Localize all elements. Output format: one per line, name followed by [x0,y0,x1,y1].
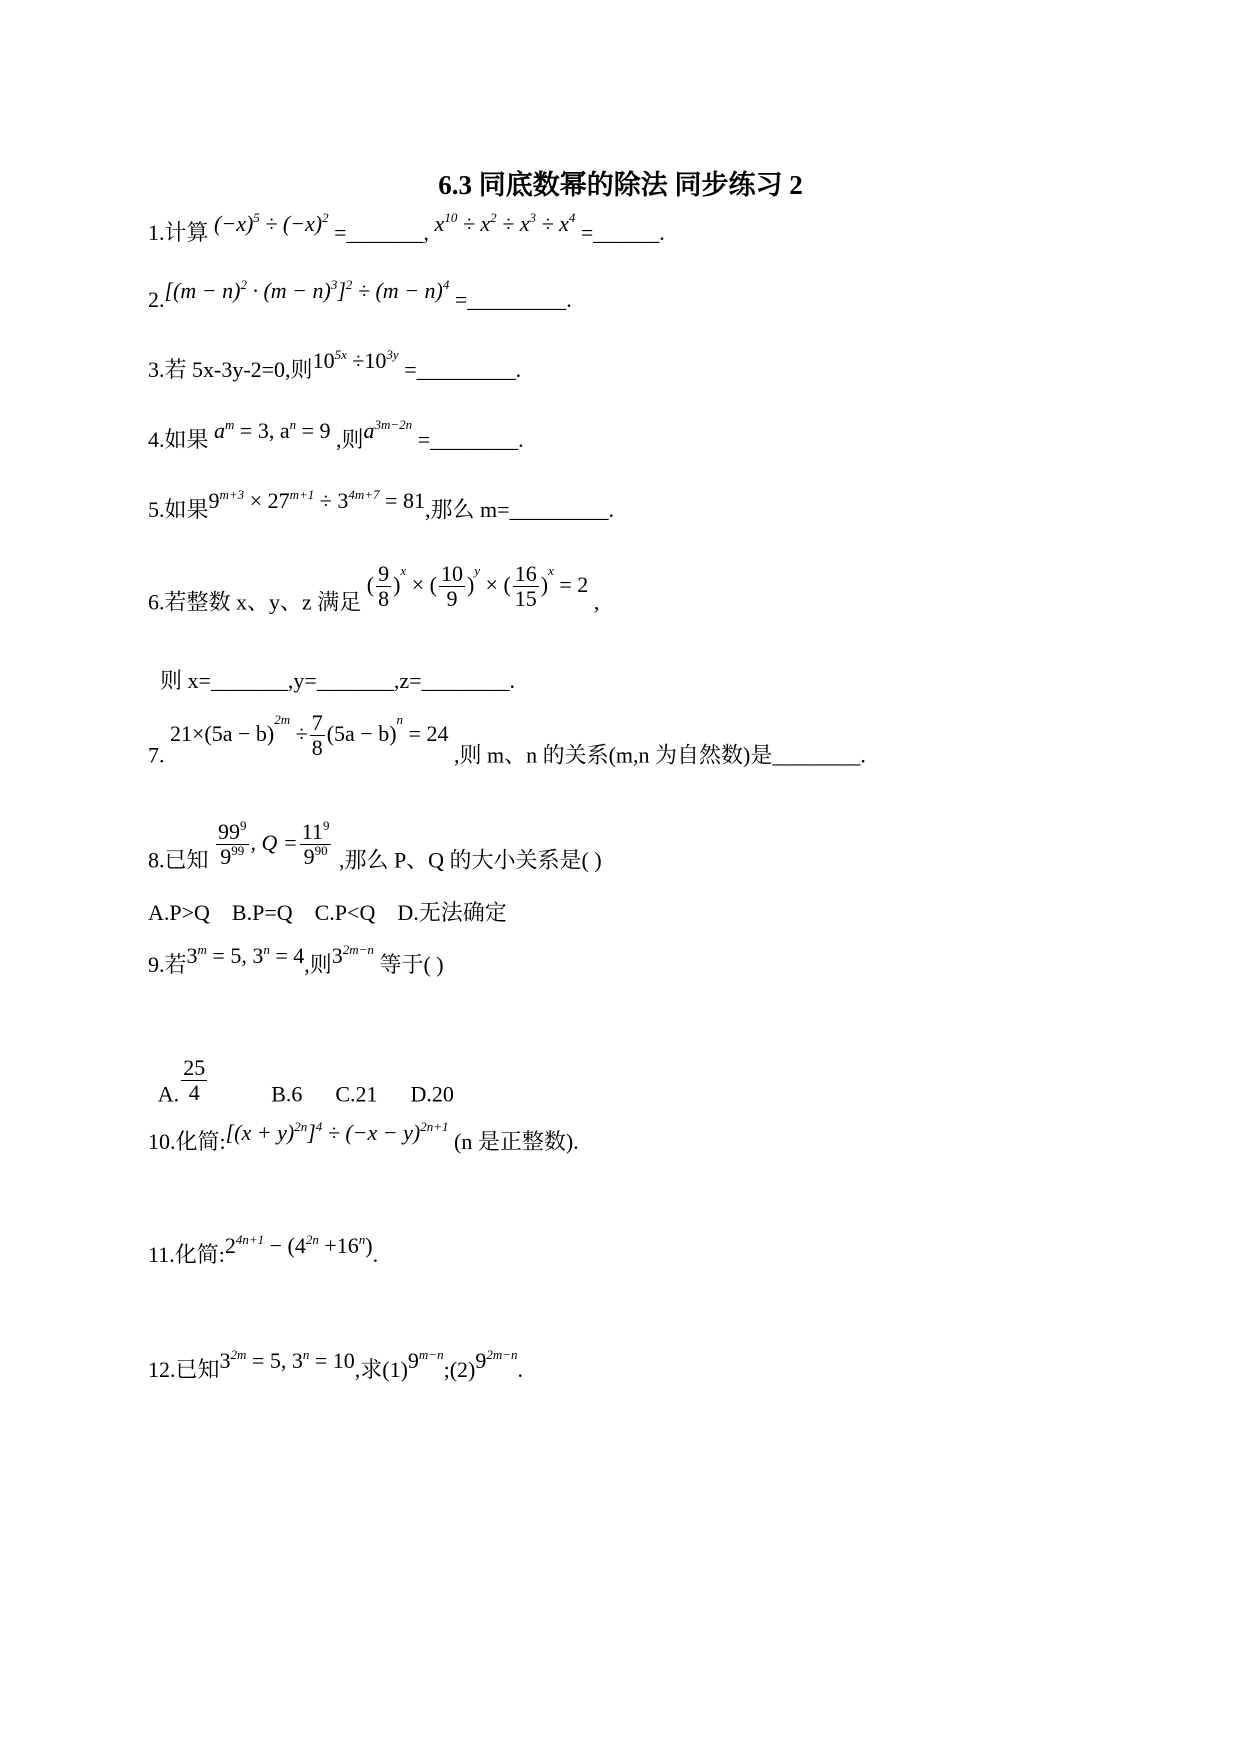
q1-word: 计算 [164,220,209,245]
question-6-line-2: 则 x=_______,y=_______,z=________. [160,668,515,693]
q1-expression-2: $x^{10} \div x^2 \div x^3 \div x^4$ [434,210,576,236]
question-10 [148,1119,579,1157]
q4-text-2: ,则 [336,427,364,452]
q9-options [148,1042,454,1121]
q12-condition: $3^{2m} = 5$, 3$^n$ = 10 [219,1347,355,1373]
q9-option-a-fraction: $\frac{25}{4}$ [183,1055,206,1105]
question-3 [148,347,522,385]
question-7 [148,710,866,782]
q5-number: 5. [148,497,165,522]
q4-text-1: 如果 [164,427,209,452]
q6-expression: ( $\frac{9}{8}$ )$^x$ × ( $\frac{10}{9}$ )$^y$ × ( $\frac{16}{15}$ )$^x$ = 2 [366,561,589,611]
q2-expression: $[(m - n)^2 \cdot (m - n)^3]^2 \div (m - n)^4$ [164,277,450,303]
question-4 [148,417,524,455]
question-9 [148,942,444,980]
q4-number: 4. [148,427,165,452]
q7-expression: $21\times(5a - b)^{2m}$ ÷ $\frac{7}{8}$ $(5a - b)^n = 24$ [170,710,449,760]
q3-number: 3. [148,357,165,382]
q1-blank-1: =_______, [334,220,430,245]
question-2 [148,277,572,315]
q8-number: 8. [148,847,165,873]
q11-tail: . [372,1242,379,1267]
q10-tail: (n 是正整数). [454,1129,579,1154]
q12-expression-1: $9^{m-n}$ [407,1347,444,1373]
q9-text-1: 若 [164,952,187,977]
q12-text-2: ,求(1) [354,1357,408,1382]
q4-condition: $a^m = 3$, $a^n = 9$ [214,417,331,443]
q10-text: 化简: [175,1129,226,1154]
q12-text: 已知 [175,1357,220,1382]
q7-number: 7. [148,742,165,768]
question-6 [148,561,600,629]
q12-number: 12. [148,1357,176,1382]
q10-number: 10. [148,1129,176,1154]
q11-expression: $2^{4n+1} - (4^{2n} +16^n)$ [224,1232,373,1258]
question-12 [148,1347,524,1385]
q3-blank: =_________. [404,357,522,382]
q5-text-1: 如果 [164,497,209,522]
q7-text: ,则 m、n 的关系(m,n 为自然数)是________. [453,742,866,768]
question-11 [148,1232,379,1270]
q9-text-3: 等于( ) [379,952,444,977]
q8-text-2: ,那么 P、Q 的大小关系是( ) [338,847,602,873]
q6-text: 若整数 x、y、z 满足 [164,589,362,615]
q3-text: 若 5x-3y-2=0,则 [164,357,313,382]
q8-expression: $\frac{99^9}{9^{99}}$ , Q = $\frac{11^9}{9^{90}}$ [218,818,330,869]
q12-tail: . [517,1357,524,1382]
q12-text-3: ;(2) [443,1357,476,1382]
q1-blank-2: =______. [580,220,665,245]
q6-comma: , [593,589,600,615]
q9-number: 9. [148,952,165,977]
q11-text: 化简: [174,1242,225,1267]
q9-text-2: ,则 [304,952,332,977]
question-1 [148,210,665,248]
q5-text-2: ,那么 m=_________. [424,497,614,522]
question-8 [148,818,602,887]
q12-expression-2: $9^{2m-n}$ [475,1347,518,1373]
q10-expression: $[(x + y)^{2n}]^4 \div (-x - y)^{2n+1}$ [225,1119,449,1145]
q1-number: 1. [148,220,165,245]
q3-expression: $10^{5x} \div 10^{3y}$ [312,347,399,373]
q8-text-1: 已知 [164,847,209,873]
q9-condition: 3$^m$ = 5, 3$^n$ = 4 [186,942,305,968]
q8-options: A.P>Q B.P=Q C.P<Q D.无法确定 [148,900,507,925]
q2-blank: =_________. [454,287,572,312]
q4-expression: $a^{3m-2n}$ [363,417,413,443]
q9-other-options: B.6 C.21 D.20 [271,1081,454,1107]
q9-option-a: A. [157,1081,180,1107]
q1-expression-1: $(-x)^5 \div (-x)^2$ [214,210,329,236]
q9-expression: $3^{2m-n}$ [331,942,374,968]
q6-number: 6. [148,589,165,615]
page-title: 6.3 同底数幂的除法 同步练习 2 [438,170,803,200]
q5-expression: $9^{m+3} \times 27^{m+1} \div 3^{4m+7} = 81$ [208,487,425,513]
q2-number: 2. [148,287,165,312]
q11-number: 11. [148,1242,175,1267]
q4-blank: =________. [417,427,524,452]
question-5 [148,487,614,525]
